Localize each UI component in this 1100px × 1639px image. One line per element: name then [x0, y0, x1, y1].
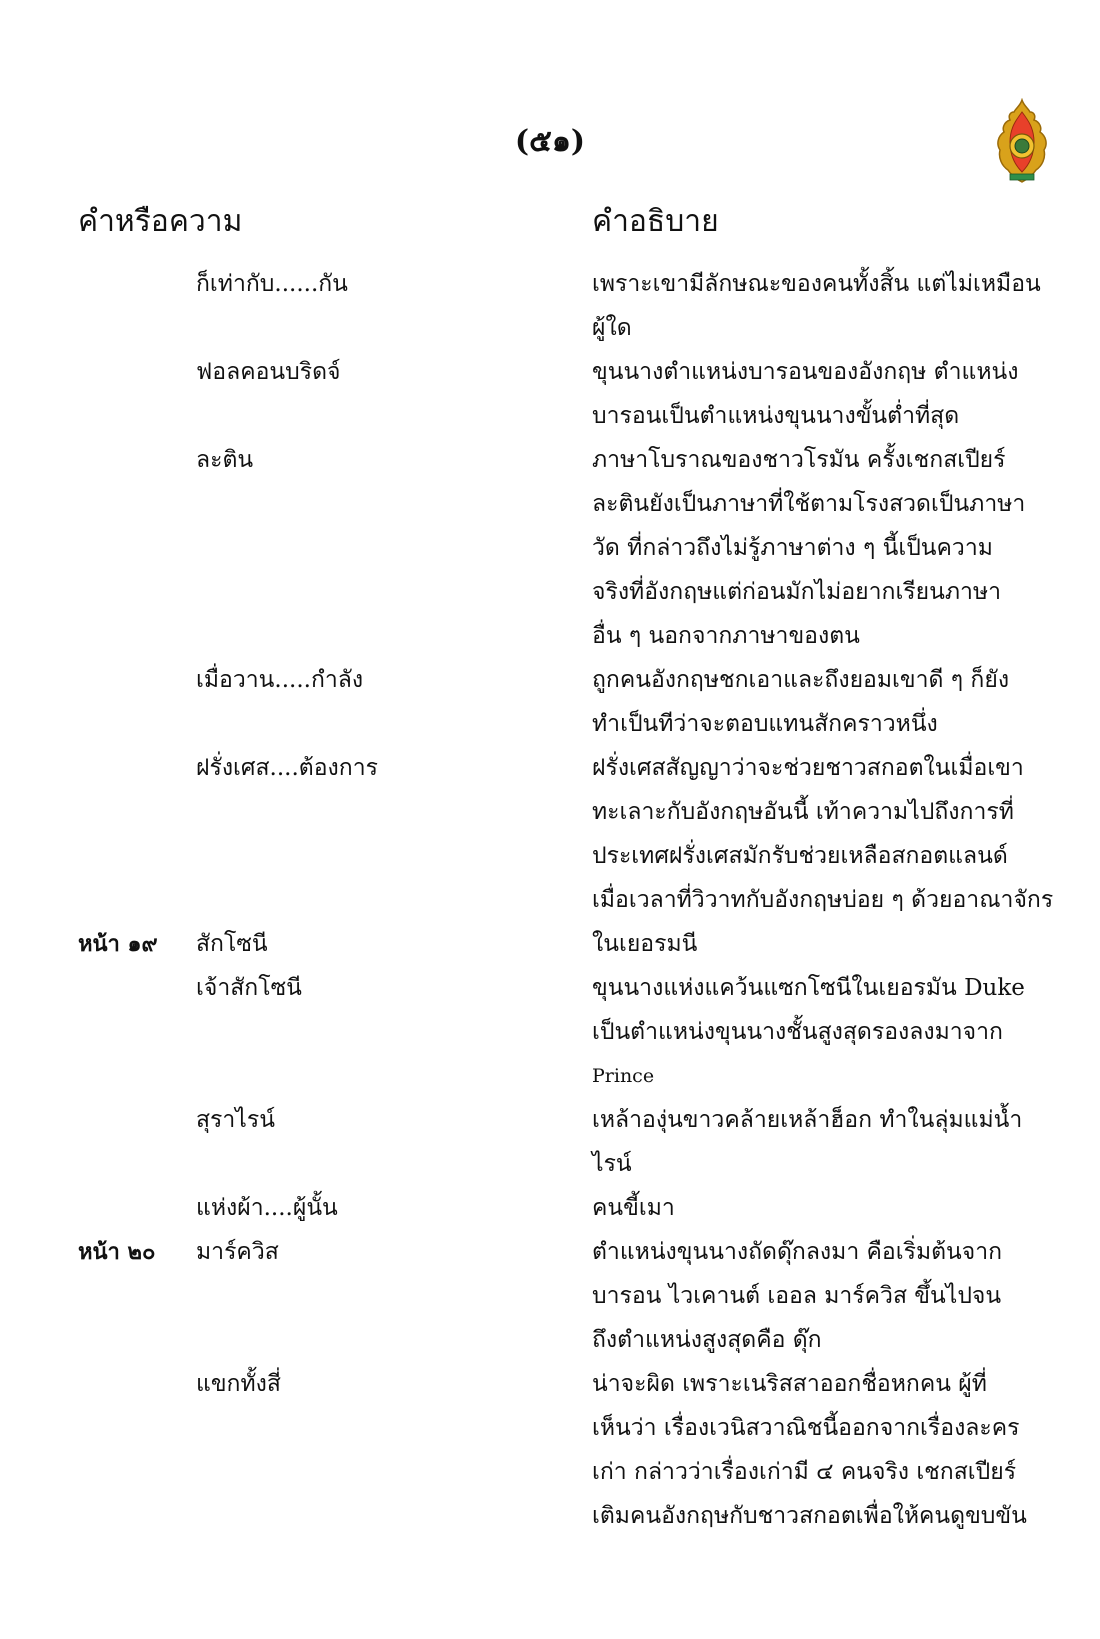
glossary-entry	[0, 350, 1100, 438]
glossary-entry	[0, 966, 1100, 1098]
page-number: (๕๑)	[514, 124, 586, 159]
explanation-line: เหล้าองุ่นขาวคล้ายเหล้าฮ็อก ทำในลุ่มแม่น้ำ	[592, 1107, 1023, 1133]
explanation-line: วัด ที่กล่าวถึงไม่รู้ภาษาต่าง ๆ นี้เป็นความ	[592, 535, 993, 561]
explanation-line: ในเยอรมนี	[592, 931, 698, 957]
glossary-term: ฟอลคอนบริดจ์	[196, 359, 341, 385]
glossary-term: สักโซนี	[196, 931, 268, 957]
explanation-line: เป็นตำแหน่งขุนนางชั้นสูงสุดรองลงมาจาก	[592, 1019, 1003, 1045]
column-header-explanation: คำอธิบาย	[592, 204, 719, 239]
explanation-line: ขุนนางแห่งแคว้นแซกโซนีในเยอรมัน Duke	[592, 975, 1025, 1001]
glossary-entry	[0, 1362, 1100, 1538]
page-reference: หน้า ๑๙	[78, 931, 158, 957]
glossary-term: ก็เท่ากับ......กัน	[196, 271, 348, 297]
glossary-term: สุราไรน์	[196, 1107, 275, 1133]
glossary-term: ละติน	[196, 447, 254, 473]
explanation-line: ทะเลาะกับอังกฤษอันนี้ เท้าความไปถึงการที่	[592, 799, 1014, 825]
glossary-explanation	[592, 262, 1040, 350]
glossary-explanation	[592, 658, 1040, 746]
explanation-line: ขุนนางตำแหน่งบารอนของอังกฤษ ตำแหน่ง	[592, 359, 1019, 385]
glossary-explanation	[592, 746, 1054, 922]
explanation-line: เติมคนอังกฤษกับชาวสกอตเพื่อให้คนดูขบขัน	[592, 1503, 1027, 1529]
explanation-line: คนขี้เมา	[592, 1195, 675, 1221]
glossary-entry	[0, 1098, 1100, 1186]
explanation-line: ไรน์	[592, 1151, 632, 1177]
glossary-entry	[0, 262, 1100, 350]
column-header-term: คำหรือความ	[78, 204, 243, 239]
explanation-line: ประเทศฝรั่งเศสมักรับช่วยเหลือสกอตแลนด์	[592, 843, 1008, 869]
explanation-line: ทำเป็นทีว่าจะตอบแทนสักคราวหนึ่ง	[592, 711, 938, 737]
explanation-line: ฝรั่งเศสสัญญาว่าจะช่วยชาวสกอตในเมื่อเขา	[592, 755, 1024, 781]
explanation-line: บารอนเป็นตำแหน่งขุนนางขั้นต่ำที่สุด	[592, 403, 960, 429]
glossary-term: แห่งผ้า....ผู้นั้น	[196, 1195, 338, 1221]
royal-emblem-icon	[990, 98, 1054, 184]
explanation-line: ถึงตำแหน่งสูงสุดคือ ดุ๊ก	[592, 1327, 822, 1353]
glossary-entry	[0, 922, 1100, 966]
glossary-explanation	[592, 1362, 1040, 1538]
glossary-list	[0, 262, 1100, 1538]
glossary-explanation	[592, 922, 1040, 966]
explanation-line: ถูกคนอังกฤษชกเอาและถึงยอมเขาดี ๆ ก็ยัง	[592, 667, 1010, 693]
explanation-line: เก่า กล่าวว่าเรื่องเก่ามี ๔ คนจริง เชกสเปียร์	[592, 1459, 1017, 1485]
glossary-entry	[0, 658, 1100, 746]
glossary-term: เจ้าสักโซนี	[196, 975, 302, 1001]
glossary-entry	[0, 746, 1100, 922]
explanation-line: อื่น ๆ นอกจากภาษาของตน	[592, 623, 860, 649]
explanation-line: น่าจะผิด เพราะเนริสสาออกชื่อหกคน ผู้ที่	[592, 1371, 987, 1397]
explanation-line: บารอน ไวเคานต์ เออล มาร์ควิส ขึ้นไปจน	[592, 1283, 1002, 1309]
explanation-line: จริงที่อังกฤษแต่ก่อนมักไม่อยากเรียนภาษา	[592, 579, 1002, 605]
explanation-line: ตำแหน่งขุนนางถัดดุ๊กลงมา คือเริ่มต้นจาก	[592, 1239, 1003, 1265]
page-reference: หน้า ๒๐	[78, 1239, 156, 1265]
glossary-term: ฝรั่งเศส....ต้องการ	[196, 755, 378, 781]
glossary-explanation	[592, 1186, 1040, 1230]
explanation-line: ละตินยังเป็นภาษาที่ใช้ตามโรงสวดเป็นภาษา	[592, 491, 1026, 517]
glossary-explanation	[592, 350, 1040, 438]
explanation-line: เห็นว่า เรื่องเวนิสวาณิชนี้ออกจากเรื่องละคร	[592, 1415, 1020, 1441]
glossary-term: แขกทั้งสี่	[196, 1371, 281, 1397]
glossary-entry	[0, 1186, 1100, 1230]
glossary-term: เมื่อวาน.....กำลัง	[196, 667, 364, 693]
glossary-entry	[0, 438, 1100, 658]
glossary-explanation	[592, 1230, 1040, 1362]
glossary-explanation	[592, 1098, 1040, 1186]
glossary-explanation	[592, 438, 1040, 658]
explanation-line: เมื่อเวลาที่วิวาทกับอังกฤษบ่อย ๆ ด้วยอาณาจักร	[592, 887, 1054, 913]
explanation-line: Prince	[592, 1065, 655, 1087]
explanation-line: เพราะเขามีลักษณะของคนทั้งสิ้น แต่ไม่เหมือน	[592, 271, 1041, 297]
explanation-line: ผู้ใด	[592, 315, 632, 341]
explanation-line: ภาษาโบราณของชาวโรมัน ครั้งเชกสเปียร์	[592, 447, 1006, 473]
glossary-term: มาร์ควิส	[196, 1239, 279, 1265]
glossary-explanation	[592, 966, 1040, 1098]
glossary-entry	[0, 1230, 1100, 1362]
